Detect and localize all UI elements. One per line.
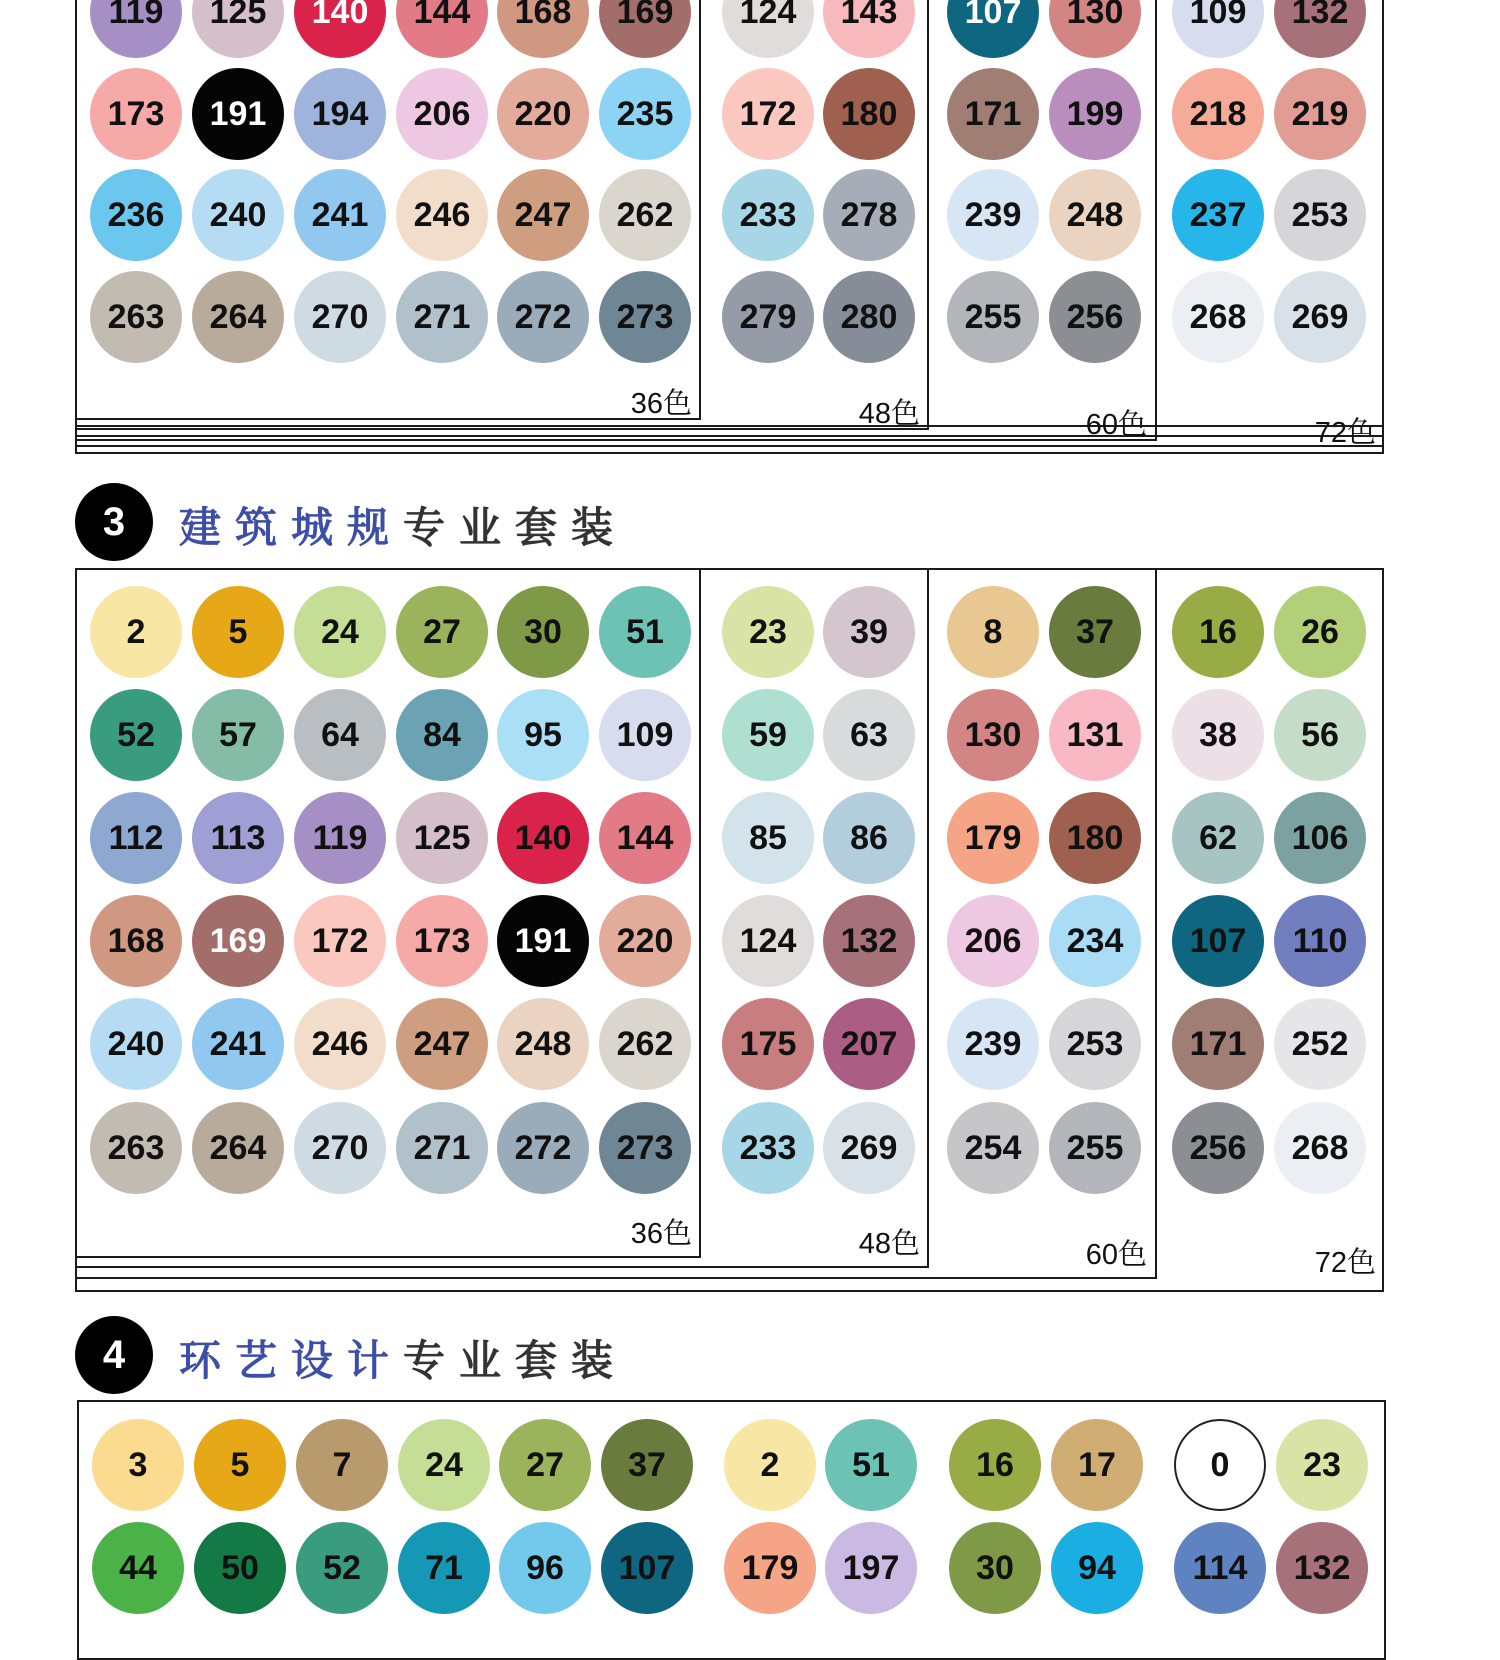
color-swatch: 172 xyxy=(722,68,814,160)
color-swatch: 272 xyxy=(497,271,589,363)
color-swatch: 16 xyxy=(1172,586,1264,678)
color-swatch: 246 xyxy=(294,998,386,1090)
color-swatch: 241 xyxy=(192,998,284,1090)
color-swatch: 272 xyxy=(497,1102,589,1194)
color-swatch: 241 xyxy=(294,169,386,261)
color-swatch: 94 xyxy=(1051,1522,1143,1614)
color-swatch: 110 xyxy=(1274,895,1366,987)
color-swatch: 248 xyxy=(1049,169,1141,261)
color-swatch: 124 xyxy=(722,0,814,58)
frame-rule xyxy=(75,425,1384,427)
color-swatch: 218 xyxy=(1172,68,1264,160)
color-swatch: 270 xyxy=(294,1102,386,1194)
color-swatch: 220 xyxy=(599,895,691,987)
color-swatch: 173 xyxy=(396,895,488,987)
color-swatch: 263 xyxy=(90,271,182,363)
color-swatch: 114 xyxy=(1174,1522,1266,1614)
color-swatch: 63 xyxy=(823,689,915,781)
color-swatch: 16 xyxy=(949,1419,1041,1511)
color-swatch: 130 xyxy=(1049,0,1141,58)
color-swatch: 269 xyxy=(823,1102,915,1194)
color-swatch: 107 xyxy=(1172,895,1264,987)
color-swatch: 26 xyxy=(1274,586,1366,678)
color-swatch: 194 xyxy=(294,68,386,160)
color-swatch: 131 xyxy=(1049,689,1141,781)
color-swatch: 5 xyxy=(194,1419,286,1511)
set-count-label: 36色 xyxy=(630,1218,692,1250)
color-swatch: 113 xyxy=(192,792,284,884)
color-swatch: 17 xyxy=(1051,1419,1143,1511)
color-swatch: 57 xyxy=(192,689,284,781)
color-swatch: 140 xyxy=(497,792,589,884)
color-swatch: 169 xyxy=(192,895,284,987)
color-swatch: 144 xyxy=(599,792,691,884)
color-swatch: 24 xyxy=(294,586,386,678)
color-swatch: 119 xyxy=(90,0,182,58)
color-swatch: 71 xyxy=(398,1522,490,1614)
set-count-label: 60色 xyxy=(1085,1239,1147,1271)
color-swatch: 206 xyxy=(396,68,488,160)
color-swatch: 51 xyxy=(599,586,691,678)
color-swatch: 233 xyxy=(722,169,814,261)
color-swatch: 37 xyxy=(1049,586,1141,678)
color-swatch: 52 xyxy=(296,1522,388,1614)
color-swatch: 270 xyxy=(294,271,386,363)
color-swatch: 268 xyxy=(1274,1102,1366,1194)
color-swatch: 96 xyxy=(499,1522,591,1614)
color-swatch: 107 xyxy=(601,1522,693,1614)
color-swatch: 268 xyxy=(1172,271,1264,363)
color-swatch: 237 xyxy=(1172,169,1264,261)
section-title xyxy=(179,495,627,555)
color-swatch: 255 xyxy=(1049,1102,1141,1194)
color-swatch: 199 xyxy=(1049,68,1141,160)
color-swatch: 59 xyxy=(722,689,814,781)
color-swatch: 39 xyxy=(823,586,915,678)
color-swatch: 132 xyxy=(1274,0,1366,58)
color-swatch: 38 xyxy=(1172,689,1264,781)
color-swatch: 269 xyxy=(1274,271,1366,363)
color-swatch: 143 xyxy=(823,0,915,58)
color-swatch: 84 xyxy=(396,689,488,781)
frame-rule xyxy=(75,435,1384,437)
color-swatch: 262 xyxy=(599,998,691,1090)
color-swatch: 5 xyxy=(192,586,284,678)
color-swatch: 173 xyxy=(90,68,182,160)
color-swatch: 179 xyxy=(947,792,1039,884)
color-swatch: 264 xyxy=(192,1102,284,1194)
color-swatch: 125 xyxy=(396,792,488,884)
color-swatch: 246 xyxy=(396,169,488,261)
color-swatch: 2 xyxy=(724,1419,816,1511)
color-swatch: 172 xyxy=(294,895,386,987)
color-swatch: 253 xyxy=(1274,169,1366,261)
color-swatch: 168 xyxy=(90,895,182,987)
color-swatch: 130 xyxy=(947,689,1039,781)
color-swatch: 254 xyxy=(947,1102,1039,1194)
section-title-highlight: 建筑城规 xyxy=(179,504,404,551)
color-swatch: 23 xyxy=(1276,1419,1368,1511)
set-count-label: 72色 xyxy=(1314,1247,1376,1279)
color-swatch: 273 xyxy=(599,1102,691,1194)
color-swatch: 220 xyxy=(497,68,589,160)
color-swatch: 3 xyxy=(92,1419,184,1511)
color-swatch: 119 xyxy=(294,792,386,884)
color-swatch: 233 xyxy=(722,1102,814,1194)
color-swatch: 24 xyxy=(398,1419,490,1511)
color-swatch: 51 xyxy=(825,1419,917,1511)
color-swatch: 44 xyxy=(92,1522,184,1614)
color-swatch: 248 xyxy=(497,998,589,1090)
color-swatch: 30 xyxy=(949,1522,1041,1614)
color-swatch: 197 xyxy=(825,1522,917,1614)
color-swatch: 253 xyxy=(1049,998,1141,1090)
color-swatch: 191 xyxy=(192,68,284,160)
color-swatch: 279 xyxy=(722,271,814,363)
color-swatch: 30 xyxy=(497,586,589,678)
color-swatch: 109 xyxy=(1172,0,1264,58)
color-swatch: 62 xyxy=(1172,792,1264,884)
color-swatch: 278 xyxy=(823,169,915,261)
color-swatch: 256 xyxy=(1049,271,1141,363)
color-swatch: 235 xyxy=(599,68,691,160)
color-swatch: 56 xyxy=(1274,689,1366,781)
color-swatch: 271 xyxy=(396,271,488,363)
color-swatch: 175 xyxy=(722,998,814,1090)
color-swatch: 256 xyxy=(1172,1102,1264,1194)
color-swatch: 247 xyxy=(396,998,488,1090)
color-swatch: 8 xyxy=(947,586,1039,678)
color-swatch: 0 xyxy=(1174,1419,1266,1511)
color-swatch: 247 xyxy=(497,169,589,261)
color-swatch: 132 xyxy=(823,895,915,987)
color-swatch: 239 xyxy=(947,998,1039,1090)
color-swatch: 179 xyxy=(724,1522,816,1614)
color-swatch: 7 xyxy=(296,1419,388,1511)
section-number-badge: 3 xyxy=(75,483,153,561)
color-swatch: 106 xyxy=(1274,792,1366,884)
set-count-label: 60色 xyxy=(1085,409,1147,441)
set-count-label: 48色 xyxy=(858,398,920,430)
section-title-rest: 专业套装 xyxy=(403,504,628,551)
color-swatch: 252 xyxy=(1274,998,1366,1090)
color-swatch: 85 xyxy=(722,792,814,884)
color-swatch: 124 xyxy=(722,895,814,987)
color-swatch: 144 xyxy=(396,0,488,58)
color-swatch: 112 xyxy=(90,792,182,884)
color-swatch: 171 xyxy=(1172,998,1264,1090)
color-swatch: 207 xyxy=(823,998,915,1090)
color-swatch: 234 xyxy=(1049,895,1141,987)
color-swatch: 180 xyxy=(823,68,915,160)
color-swatch: 236 xyxy=(90,169,182,261)
color-swatch: 263 xyxy=(90,1102,182,1194)
color-swatch: 191 xyxy=(497,895,589,987)
color-swatch: 140 xyxy=(294,0,386,58)
color-swatch: 23 xyxy=(722,586,814,678)
color-swatch: 169 xyxy=(599,0,691,58)
set-count-label: 36色 xyxy=(630,388,692,420)
color-swatch: 125 xyxy=(192,0,284,58)
frame-rule xyxy=(75,445,1384,447)
color-swatch: 86 xyxy=(823,792,915,884)
color-swatch: 2 xyxy=(90,586,182,678)
section-number-badge: 4 xyxy=(75,1316,153,1394)
color-swatch: 180 xyxy=(1049,792,1141,884)
color-swatch: 271 xyxy=(396,1102,488,1194)
color-swatch: 273 xyxy=(599,271,691,363)
color-swatch: 240 xyxy=(192,169,284,261)
color-swatch: 280 xyxy=(823,271,915,363)
color-swatch: 171 xyxy=(947,68,1039,160)
color-swatch: 264 xyxy=(192,271,284,363)
color-swatch: 255 xyxy=(947,271,1039,363)
color-swatch: 240 xyxy=(90,998,182,1090)
color-swatch: 64 xyxy=(294,689,386,781)
set-count-label: 48色 xyxy=(858,1228,920,1260)
section-title-rest: 专业套装 xyxy=(403,1337,628,1384)
color-swatch: 27 xyxy=(499,1419,591,1511)
color-swatch: 168 xyxy=(497,0,589,58)
section-title-highlight: 环艺设计 xyxy=(179,1337,404,1384)
color-swatch: 107 xyxy=(947,0,1039,58)
color-swatch: 52 xyxy=(90,689,182,781)
color-swatch: 37 xyxy=(601,1419,693,1511)
color-swatch: 219 xyxy=(1274,68,1366,160)
color-swatch: 206 xyxy=(947,895,1039,987)
color-swatch: 27 xyxy=(396,586,488,678)
color-swatch: 95 xyxy=(497,689,589,781)
set-count-label: 72色 xyxy=(1314,417,1376,449)
color-swatch: 239 xyxy=(947,169,1039,261)
color-swatch: 109 xyxy=(599,689,691,781)
color-swatch: 262 xyxy=(599,169,691,261)
color-swatch: 50 xyxy=(194,1522,286,1614)
section-title xyxy=(179,1328,627,1388)
color-swatch: 132 xyxy=(1276,1522,1368,1614)
